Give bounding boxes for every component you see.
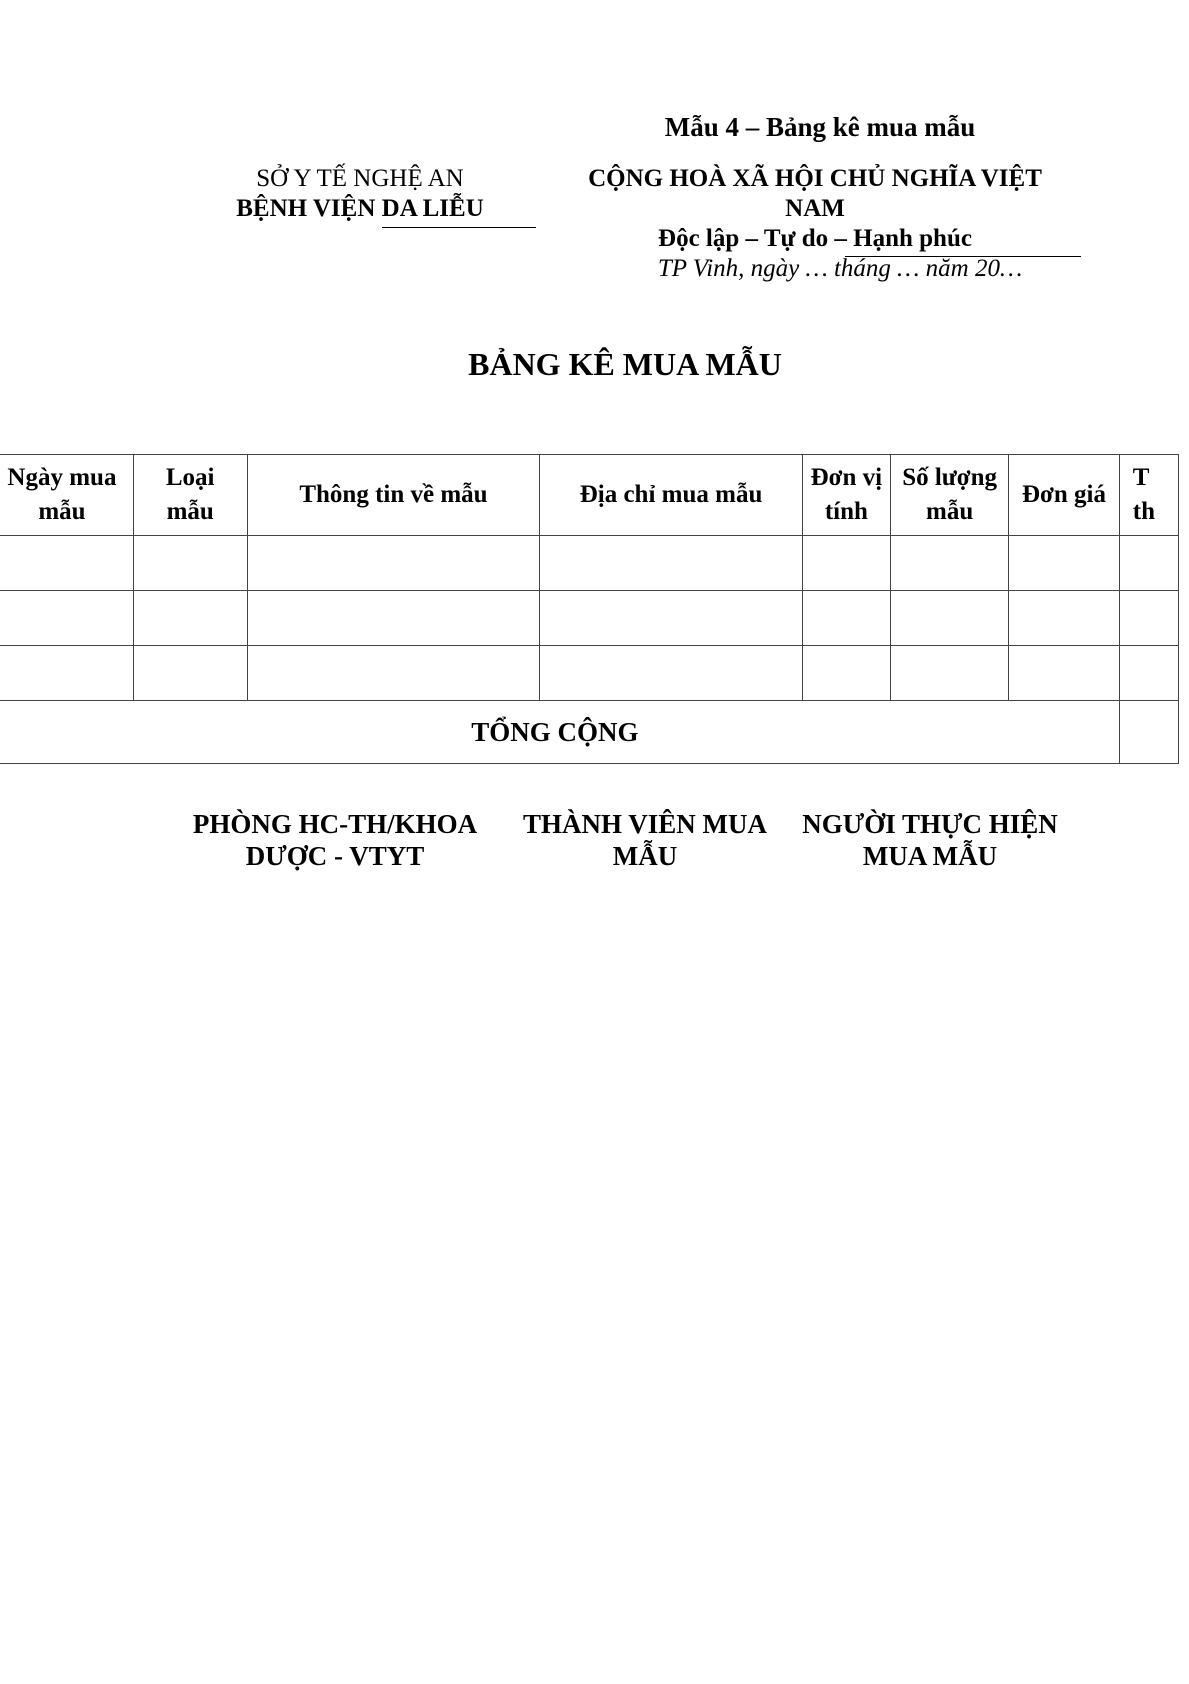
col-header-unit: Đơn vị tính bbox=[802, 455, 890, 536]
table-cell bbox=[891, 536, 1009, 591]
table-cell bbox=[1009, 646, 1120, 701]
purchase-table bbox=[0, 454, 1179, 764]
national-header-block bbox=[560, 164, 1070, 254]
table-cell bbox=[247, 646, 540, 701]
col-header-quantity: Số lượng mẫu bbox=[891, 455, 1009, 536]
table-cell bbox=[540, 646, 802, 701]
signature-title-line: MẪU bbox=[612, 841, 678, 871]
table-cell bbox=[1009, 591, 1120, 646]
agency-name: SỞ Y TẾ NGHỆ AN bbox=[256, 165, 464, 192]
form-code: Mẫu 4 – Bảng kê mua mẫu bbox=[664, 112, 976, 142]
table-cell bbox=[0, 646, 133, 701]
table-cell bbox=[540, 536, 802, 591]
issuing-agency-block bbox=[210, 164, 510, 224]
table-cell bbox=[540, 591, 802, 646]
table-cell bbox=[247, 536, 540, 591]
document-title: BẢNG KÊ MUA MẪU bbox=[468, 346, 782, 382]
place-date-line: TP Vinh, ngày … tháng … năm 20… bbox=[657, 255, 1023, 282]
country-name-line2: NAM bbox=[785, 195, 845, 222]
table-row bbox=[0, 536, 1179, 591]
signature-title-line: NGƯỜI THỰC HIỆN bbox=[802, 809, 1058, 839]
total-row bbox=[0, 701, 1179, 764]
table-cell bbox=[247, 591, 540, 646]
signature-title-line: MUA MẪU bbox=[862, 841, 998, 871]
table-cell bbox=[133, 591, 247, 646]
signature-title-line: THÀNH VIÊN MUA bbox=[522, 809, 767, 839]
table-cell bbox=[802, 591, 890, 646]
agency-underline bbox=[382, 227, 536, 228]
total-amount-cell bbox=[1119, 701, 1178, 764]
national-motto: Độc lập – Tự do – Hạnh phúc bbox=[658, 225, 972, 252]
table-cell bbox=[0, 591, 133, 646]
table-cell bbox=[891, 591, 1009, 646]
table-header-row bbox=[0, 455, 1179, 536]
country-name-line1: CỘNG HOÀ XÃ HỘI CHỦ NGHĨA VIỆT bbox=[588, 165, 1042, 192]
col-header-purchase-address: Địa chỉ mua mẫu bbox=[540, 455, 802, 536]
table-cell bbox=[1119, 536, 1178, 591]
table-cell bbox=[0, 536, 133, 591]
department-name: BỆNH VIỆN DA LIỄU bbox=[236, 195, 484, 222]
table-cell bbox=[133, 536, 247, 591]
signature-purchase-member bbox=[505, 808, 785, 872]
table-cell bbox=[1119, 591, 1178, 646]
col-header-sample-type: Loại mẫu bbox=[133, 455, 247, 536]
table-cell bbox=[1009, 536, 1120, 591]
col-header-purchase-date: Ngày mua mẫu bbox=[0, 455, 133, 536]
table-cell bbox=[133, 646, 247, 701]
signature-admin-pharmacy bbox=[180, 808, 490, 872]
total-label: TỔNG CỘNG bbox=[0, 701, 1119, 764]
signature-title-line: DƯỢC - VTYT bbox=[245, 841, 425, 871]
table-cell bbox=[891, 646, 1009, 701]
col-header-amount: T th bbox=[1119, 455, 1178, 536]
signature-title-line: PHÒNG HC-TH/KHOA bbox=[192, 809, 478, 839]
table-cell bbox=[1119, 646, 1178, 701]
table-row bbox=[0, 646, 1179, 701]
col-header-sample-info: Thông tin về mẫu bbox=[247, 455, 540, 536]
signature-purchaser bbox=[790, 808, 1070, 872]
table-cell bbox=[802, 536, 890, 591]
table-cell bbox=[802, 646, 890, 701]
col-header-unit-price: Đơn giá bbox=[1009, 455, 1120, 536]
table-row bbox=[0, 591, 1179, 646]
